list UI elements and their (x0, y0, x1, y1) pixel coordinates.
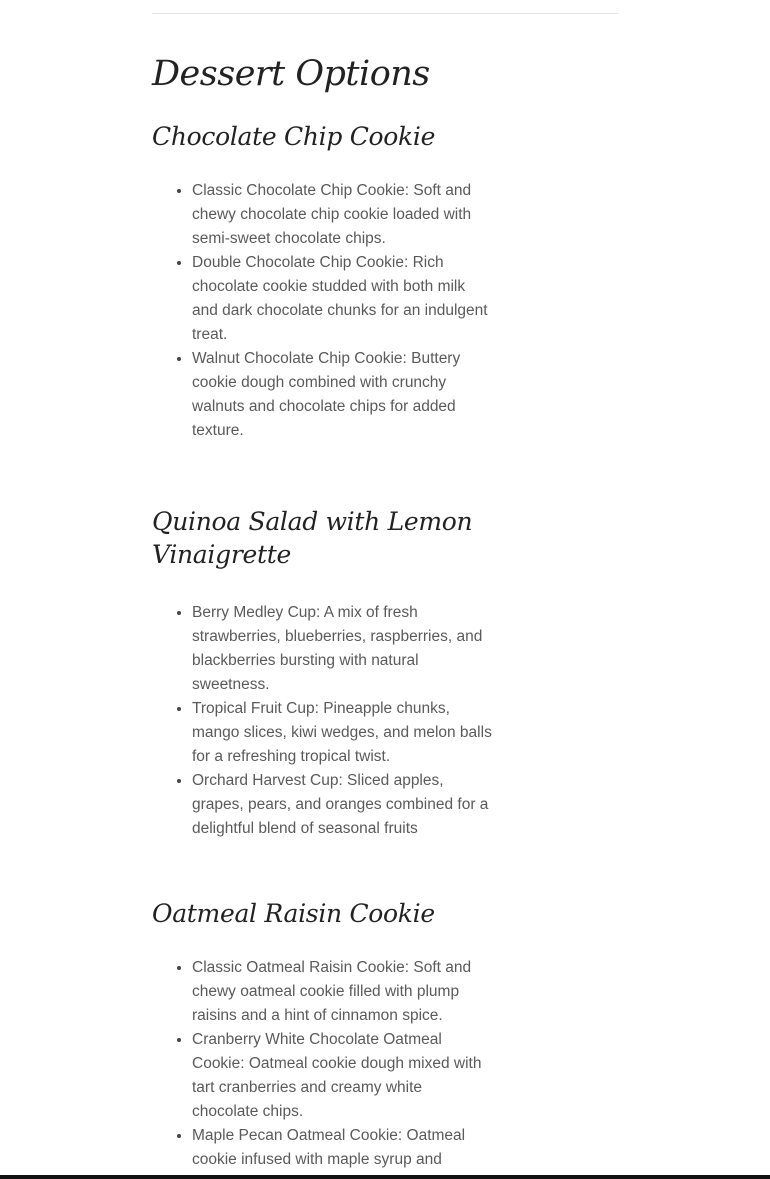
section-heading: Quinoa Salad with Lemon Vinaigrette (152, 507, 473, 569)
bottom-edge-bar (0, 1175, 770, 1179)
section-heading: Oatmeal Raisin Cookie (152, 899, 435, 928)
list-item: • Berry Medley Cup: A mix of fresh strawberries, blueberries, raspberries, and blackberries bursting with natural sweetness. (192, 601, 492, 697)
section-chocolate-chip-cookie (152, 120, 502, 443)
section-oatmeal-raisin-cookie (152, 897, 502, 1172)
list-item: • Orchard Harvest Cup: Sliced apples, grapes, pears, and oranges combined for a delightful blend of seasonal fruits (192, 769, 492, 841)
list-item: • Walnut Chocolate Chip Cookie: Buttery cookie dough combined with crunchy walnuts and chocolate chips for added texture. (192, 347, 492, 443)
item-list (152, 179, 502, 443)
section-heading: Chocolate Chip Cookie (152, 122, 436, 151)
top-divider (152, 13, 618, 14)
page-title: Dessert Options (152, 54, 430, 94)
list-item: • Classic Chocolate Chip Cookie: Soft and chewy chocolate chip cookie loaded with semi-sweet chocolate chips. (192, 179, 492, 251)
item-list (152, 601, 502, 841)
section-quinoa-salad (152, 505, 502, 841)
list-item: • Maple Pecan Oatmeal Cookie: Oatmeal cookie infused with maple syrup and (192, 1124, 492, 1172)
item-list (152, 956, 502, 1172)
list-item: • Tropical Fruit Cup: Pineapple chunks, mango slices, kiwi wedges, and melon balls for a refreshing tropical twist. (192, 697, 492, 769)
list-item: • Cranberry White Chocolate Oatmeal Cookie: Oatmeal cookie dough mixed with tart cranberries and creamy white chocolate chips. (192, 1028, 492, 1124)
list-item: • Classic Oatmeal Raisin Cookie: Soft and chewy oatmeal cookie filled with plump raisins and a hint of cinnamon spice. (192, 956, 492, 1028)
list-item: • Double Chocolate Chip Cookie: Rich chocolate cookie studded with both milk and dark chocolate chunks for an indulgent treat. (192, 251, 492, 347)
